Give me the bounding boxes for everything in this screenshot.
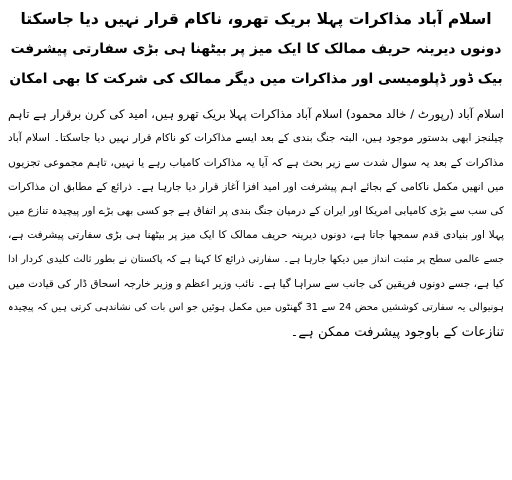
body-line: تنازعات کے باوجود پیشرفت ممکن ہے۔: [290, 324, 504, 340]
body-line: ہونیوالی یہ سفارتی کوششیں محض 24 سے 31 گھنٹوں میں مکمل ہوئیں جو اس بات کی نشاندہی کرتی ہیں کہ پیچیدہ: [8, 302, 504, 314]
body-line: کیا ہے، جسے دونوں فریقین کی جانب سے سراہا گیا ہے۔ نائب وزیر اعظم و وزیر خارجہ اسحاق ڈار کی قیادت میں: [8, 278, 504, 291]
body-line: پہلا اور بنیادی قدم سمجھا جاتا ہے، دونوں دیرینہ حریف ممالک کا ایک میز پر بیٹھنا ہی بڑی سفارتی پیشرفت ہے،: [8, 229, 504, 242]
sub-headline: دونوں دیرینہ حریف ممالک کا ایک میز پر بیٹھنا ہی بڑی سفارتی پیشرفت: [10, 41, 502, 57]
body-line: مذاکرات کے بعد یہ سوال شدت سے زیر بحث ہے کہ آیا یہ مذاکرات کامیاب رہے یا نہیں، تاہم مجموعی تجزیوں: [8, 155, 504, 169]
headline-block: [8, 4, 504, 94]
body-line: میں انھیں مکمل ناکامی کے بجائے اہم پیشرفت اور امید افزا آغاز قرار دیا جارہا ہے۔ ذرائع کے مطابق ان مذاکرات: [8, 180, 504, 193]
body-line: کی سب سے بڑی کامیابی امریکا اور ایران کے درمیان جنگ بندی پر اتفاق ہے جو کسی بھی بڑے اور پیچیدہ تنازع میں: [7, 205, 504, 218]
body-line: جسے عالمی سطح پر مثبت انداز میں دیکھا جارہا ہے۔ سفارتی ذرائع کا کہنا ہے کہ پاکستان نے بطور ثالث کلیدی کردار ادا: [8, 253, 504, 265]
body-line: اسلام آباد (رپورٹ / خالد محمود) اسلام آباد مذاکرات پہلا بریک تھرو ہیں، امید کی کرن برقرار ہے تاہم: [8, 107, 504, 121]
body-line: چیلنجز ابھی بدستور موجود ہیں، البتہ جنگ بندی کے بعد ایسے مذاکرات کو ناکام قرار نہیں دیا جاسکتا۔ اسلام آباد: [8, 132, 504, 145]
article-body: [8, 102, 504, 345]
sub-headline: بیک ڈور ڈپلومیسی اور مذاکرات میں دیگر ممالک کی شرکت کا بھی امکان: [9, 71, 503, 87]
main-headline: اسلام آباد مذاکرات پہلا بریک تھرو، ناکام قرار نہیں دیا جاسکتا: [20, 10, 492, 28]
